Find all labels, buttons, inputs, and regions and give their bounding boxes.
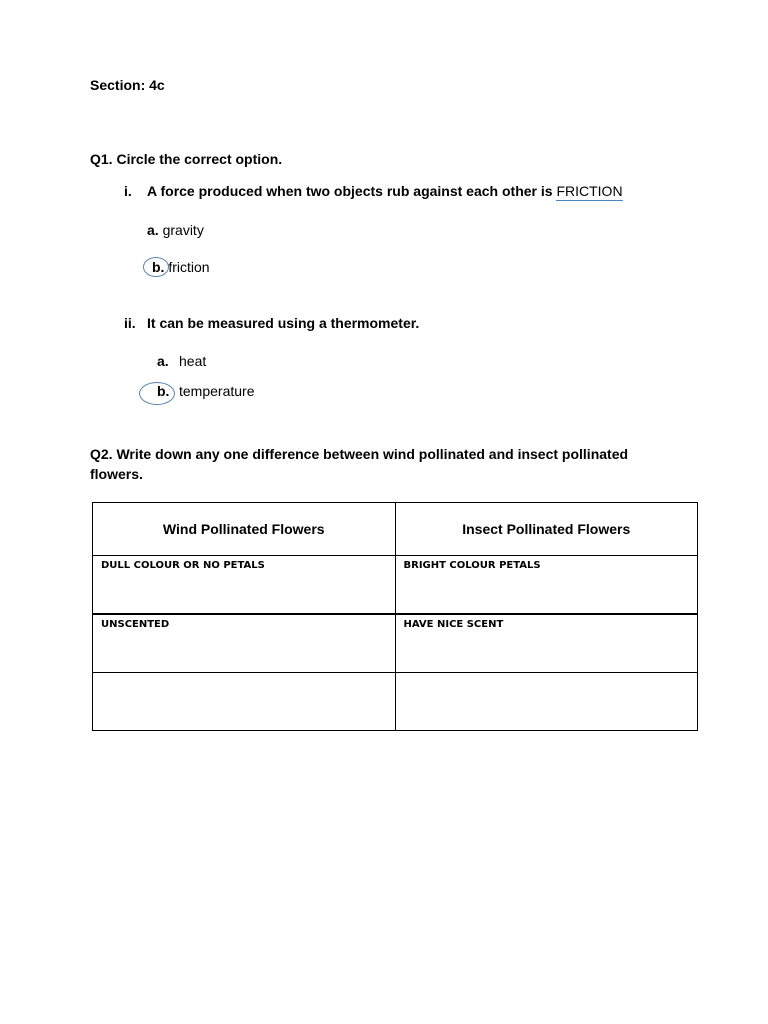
- option-text: friction: [168, 259, 210, 275]
- table-row: [93, 614, 698, 673]
- option-text: heat: [179, 353, 207, 369]
- table-cell: DULL COLOUR OR NO PETALS: [93, 556, 396, 615]
- table-row: [93, 673, 698, 731]
- table-cell: [93, 673, 396, 731]
- table-header-insect: Insect Pollinated Flowers: [395, 503, 698, 556]
- option-text: temperature: [179, 383, 255, 399]
- option-text: gravity: [162, 222, 204, 238]
- option-letter: b.: [152, 259, 165, 275]
- q1-item-1-option-a: [147, 222, 204, 238]
- option-letter: a.: [147, 222, 159, 238]
- table-row: [93, 556, 698, 615]
- q1-heading: Q1. Circle the correct option.: [90, 151, 283, 167]
- table-cell: HAVE NICE SCENT: [395, 614, 698, 673]
- table-cell: [395, 673, 698, 731]
- table-header-row: [93, 503, 698, 556]
- pollination-table: [92, 502, 698, 731]
- table-cell: UNSCENTED: [93, 614, 396, 673]
- q1-item-1-text: A force produced when two objects rub against each other is: [147, 183, 553, 199]
- table-cell: BRIGHT COLOUR PETALS: [395, 556, 698, 615]
- q1-item-2-option-b: [157, 383, 254, 399]
- q2-heading-line-1: Q2. Write down any one difference between wind pollinated and insect pollinated: [90, 446, 629, 462]
- q1-item-2-option-a: [157, 353, 206, 369]
- q1-item-1-question: [147, 183, 623, 199]
- q2-heading-line-2: flowers.: [90, 466, 143, 482]
- q1-item-1-answer: FRICTION: [556, 183, 623, 199]
- q1-item-2-number: ii.: [124, 315, 136, 331]
- section-title: Section: 4c: [90, 77, 165, 93]
- q1-item-1-option-b: [152, 259, 210, 275]
- table-header-wind: Wind Pollinated Flowers: [93, 503, 396, 556]
- q1-item-1-number: i.: [124, 183, 132, 199]
- q1-item-2-text: It can be measured using a thermometer.: [147, 315, 420, 331]
- option-letter: a.: [157, 353, 169, 369]
- option-letter: b.: [157, 383, 170, 399]
